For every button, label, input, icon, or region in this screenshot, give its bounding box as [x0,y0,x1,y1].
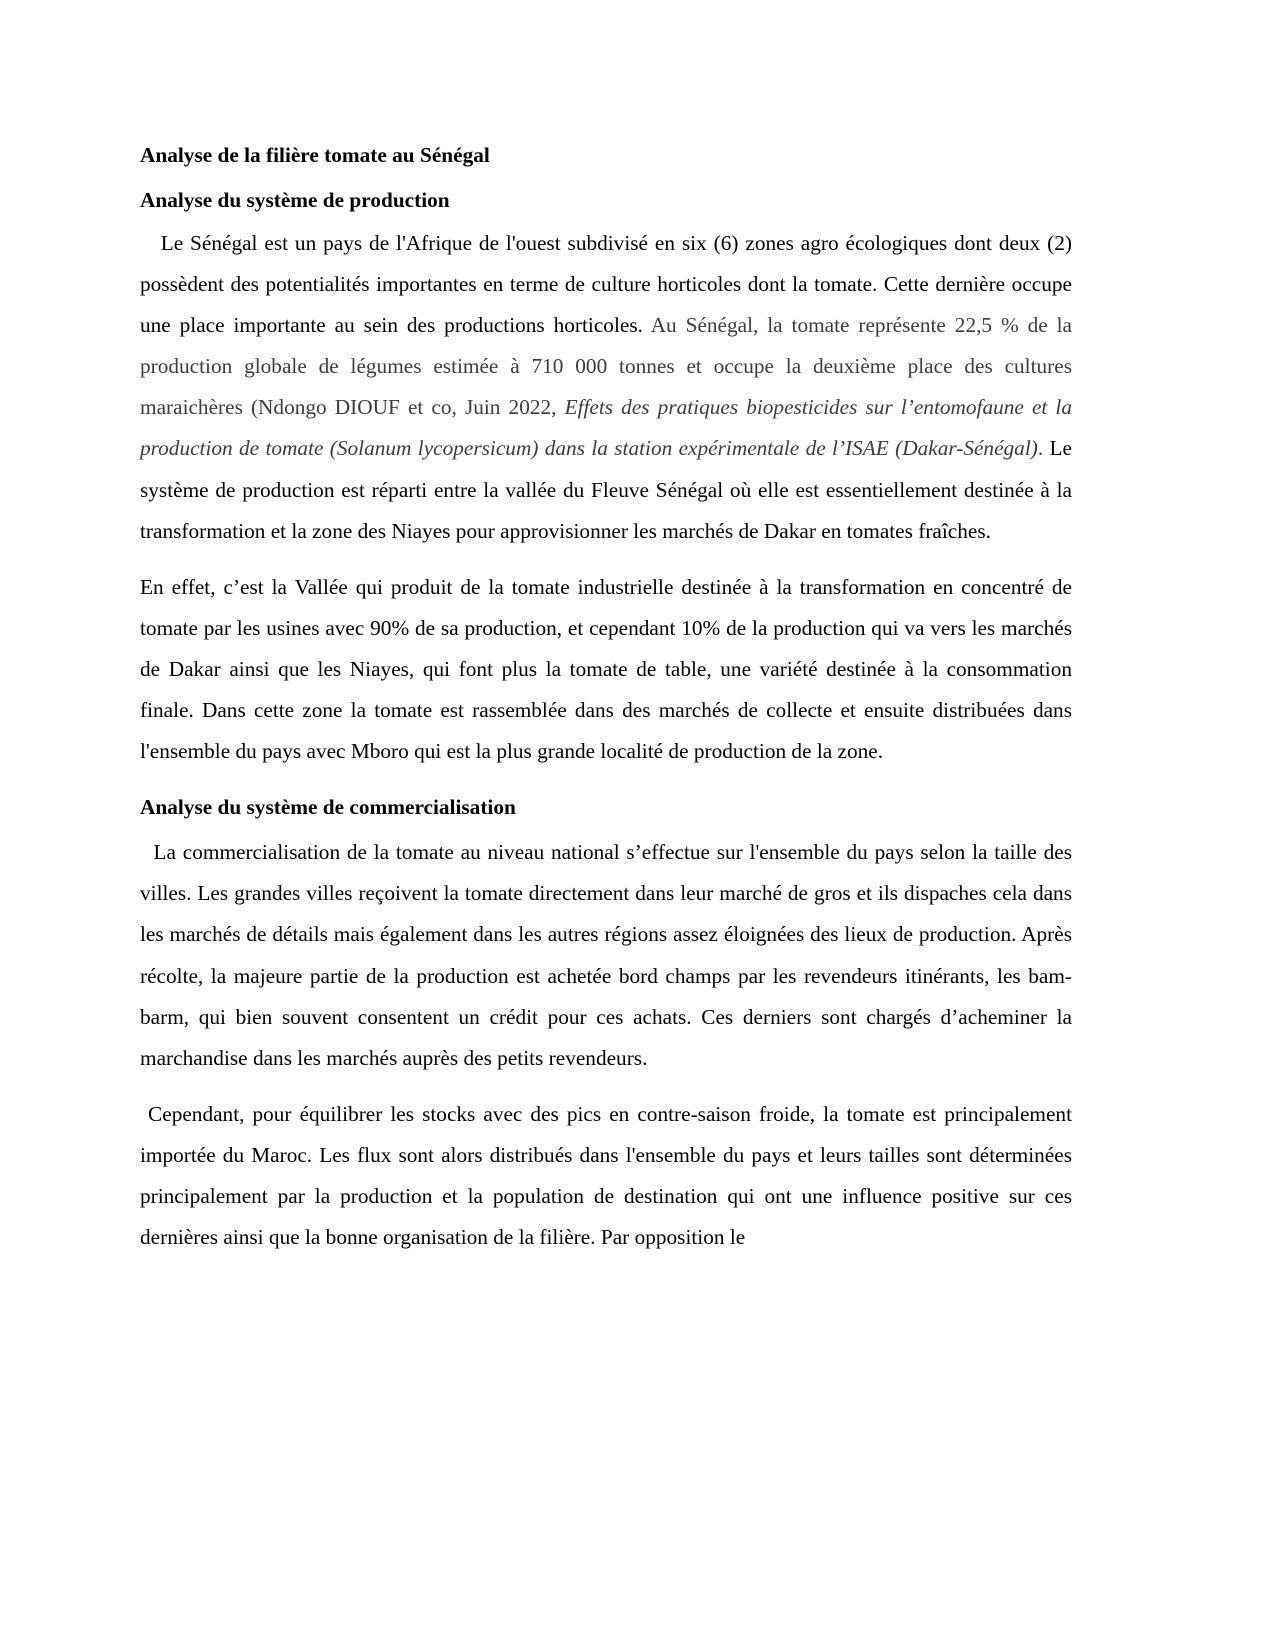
text-run: Le système de production est réparti entre la vallée du Fleuve Sénégal où elle est essentiellement destinée à la transformation et la zone des Niayes pour approvisionner les marchés de Dakar en tomates fraîches. [140,436,1072,543]
document-title: Analyse de la filière tomate au Sénégal [140,143,490,167]
paragraph-commercialisation: La commercialisation de la tomate au niveau national s’effectue sur l'ensemble du pays selon la taille des villes. Les grandes villes reçoivent la tomate directement dans leur marché de gros et ils dispaches cela dans les marchés de détails mais également dans les autres régions assez éloignées des lieux de production. Après récolte, la majeure partie de la production est achetée bord champs par les revendeurs itinérants, les bam-barm, qui bien souvent consentent un crédit pour ces achats. Ces derniers sont chargés d’acheminer la marchandise dans les marchés auprès des petits revendeurs. [140,840,1072,1070]
paragraph-production-vallee: En effet, c’est la Vallée qui produit de la tomate industrielle destinée à la transformation en concentré de tomate par les usines avec 90% de sa production, et cependant 10% de la production qui va vers les marchés de Dakar ainsi que les Niayes, qui font plus la tomate de table, une variété destinée à la consommation finale. Dans cette zone la tomate est rassemblée dans des marchés de collecte et ensuite distribuées dans l'ensemble du pays avec Mboro qui est la plus grande localité de production de la zone. [140,574,1072,764]
document-page [140,138,1072,1258]
section-heading-production: Analyse du système de production [140,188,450,212]
paragraph-production-intro [140,223,1072,552]
text-run-gray: Au Sénégal, la tomate représente 22,5 % de la production globale de légumes estimée à 710 000 tonnes et occupe la deuxième place des cultures maraichères (Ndongo DIOUF et co, Juin 2022, [140,313,1072,420]
paragraph-importation: Cependant, pour équilibrer les stocks avec des pics en contre-saison froide, la tomate est principalement importée du Maroc. Les flux sont alors distribués dans l'ensemble du pays et leurs tailles sont déterminées principalement par la production et la population de destination qui ont une influence positive sur ces dernières ainsi que la bonne organisation de la filière. Par opposition le [140,1101,1072,1250]
citation-title: Effets des pratiques biopesticides sur l’entomofaune et la production de tomate (Solanum lycopersicum) dans la station expérimentale de l’ISAE (Dakar-Sénégal) [140,395,1072,461]
section-heading-commercialisation: Analyse du système de commercialisation [140,795,516,820]
text-run: Le Sénégal est un pays de l'Afrique de l'ouest subdivisé en six (6) zones agro écologiques dont deux (2) possèdent des potentialités importantes en terme de culture horticoles dont la tomate. Cette dernière occupe une place importante au sein des productions horticoles. [140,231,1072,338]
text-run-gray: . [1037,436,1044,461]
